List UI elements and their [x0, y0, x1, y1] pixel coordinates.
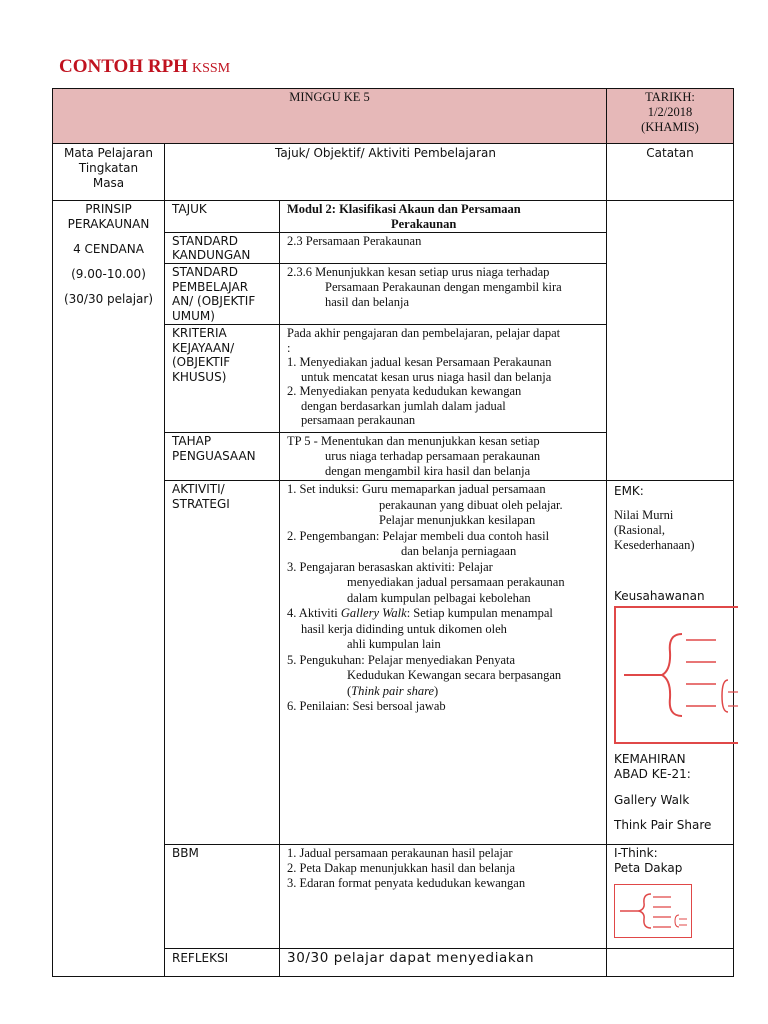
aktiviti-item: 1. Set induksi: Guru memaparkan jadual persamaan [287, 482, 546, 496]
aktiviti-item-part: ( [347, 683, 352, 698]
sk-text: 2.3 Persamaan Perakaunan [287, 234, 422, 248]
tarikh-cell [607, 90, 733, 135]
student-count: (30/30 pelajar) [63, 292, 154, 306]
think-pair-label: Think Pair Share [614, 818, 712, 832]
kk-intro: Pada akhir pengajaran dan pembelajaran, pelajar dapat [287, 326, 561, 340]
tajuk-label [172, 202, 207, 217]
sp-label [172, 265, 255, 323]
nilai-line: (Rasional, [614, 523, 666, 537]
aktiviti-item: 6. Penilaian: Sesi bersoal jawab [287, 699, 446, 713]
sk-label [172, 234, 250, 262]
aktiviti-item: Kedudukan Kewangan secara berpasangan [347, 668, 562, 682]
colhead-right-label: Catatan [646, 146, 694, 160]
tp-line: urus niaga terhadap persamaan perakaunan [325, 449, 541, 463]
table-border [164, 263, 606, 264]
sk-label-line: STANDARD [172, 234, 239, 248]
bbm-label [172, 846, 199, 861]
bbm-label-text: BBM [172, 846, 199, 860]
table-border [164, 480, 734, 481]
aktiviti-item-emphasis: Gallery Walk [340, 606, 407, 620]
kk-item: 1. Menyediakan jadual kesan Persamaan Perakaunan [287, 355, 552, 369]
peta-dakap-diagram [614, 606, 738, 744]
refleksi-label-text: REFLEKSI [172, 951, 229, 965]
kk-item: dengan berdasarkan jumlah dalam jadual [301, 398, 506, 413]
sk-label-line: KANDUNGAN [172, 248, 251, 262]
kk-label-line: KHUSUS) [172, 369, 227, 384]
colhead-left-line: Mata Pelajaran [63, 146, 154, 160]
table-border [733, 88, 734, 977]
keusahawanan-label: Keusahawanan [614, 589, 705, 603]
aktiviti-item-emphasis: Think pair share [351, 683, 435, 698]
keusahawanan-note [614, 589, 705, 604]
ithink-label: I-Think: [614, 846, 658, 860]
kk-intro: : [287, 340, 291, 355]
minggu-label: MINGGU KE 5 [289, 90, 370, 104]
brace-map-small-icon [615, 885, 691, 937]
aktiviti-item: 3. Pengajaran berasaskan aktiviti: Pelajar [287, 559, 493, 574]
aktiviti-item: 2. Pengembangan: Pelajar membeli dua contoh hasil [287, 528, 550, 543]
kk-item: persamaan perakaunan [301, 413, 416, 427]
kk-item: untuk mencatat kesan urus niaga hasil dan belanja [301, 369, 552, 384]
tarikh-label: TARIKH: [645, 90, 695, 104]
tp-content [287, 434, 605, 479]
sk-content [287, 234, 603, 249]
bbm-item: 2. Peta Dakap menunjukkan hasil dan belanja [287, 861, 516, 875]
colhead-middle [165, 146, 606, 161]
sp-label-line: AN/ (OBJEKTIF [172, 294, 256, 308]
minggu-header [53, 90, 606, 105]
colhead-left [53, 146, 164, 191]
abad-line: ABAD KE-21: [614, 767, 691, 781]
colhead-right [607, 146, 733, 161]
table-border [164, 324, 606, 325]
sp-content [287, 265, 605, 310]
table-border [52, 88, 734, 89]
sp-label-line: STANDARD [172, 265, 239, 279]
aktiviti-content [287, 482, 605, 715]
sp-label-line: PEMBELAJAR [172, 279, 249, 294]
sp-line: 2.3.6 Menunjukkan kesan setiap urus niaga terhadap [287, 265, 550, 279]
sp-line: hasil dan belanja [325, 295, 409, 309]
table-border [52, 143, 734, 144]
kk-label-line: (OBJEKTIF [172, 355, 231, 369]
brace-map-icon [616, 608, 738, 742]
tajuk-content [287, 202, 603, 232]
peta-dakap-label: Peta Dakap [614, 861, 683, 875]
bbm-notes [614, 846, 732, 876]
refleksi-text: 30/30 pelajar dapat menyediakan [287, 950, 535, 966]
nilai-line: Nilai Murni [614, 508, 674, 522]
refleksi-label [172, 951, 228, 966]
aktiviti-item: ahli kumpulan lain [347, 637, 441, 651]
nilai-line: Kesederhanaan) [614, 538, 695, 552]
page-title [59, 56, 230, 78]
aktiviti-label [172, 482, 230, 512]
subject-line: PRINSIP [85, 202, 132, 216]
table-border [606, 88, 607, 977]
bbm-item: 3. Edaran format penyata kedudukan kewangan [287, 876, 526, 890]
colhead-middle-label: Tajuk/ Objektif/ Aktiviti Pembelajaran [275, 146, 496, 160]
table-border [164, 232, 606, 233]
aktiviti-item [287, 684, 605, 700]
aktiviti-item: Pelajar menunjukkan kesilapan [379, 513, 536, 527]
aktiviti-item: menyediakan jadual persamaan perakaunan [347, 575, 565, 589]
refleksi-content [287, 951, 605, 966]
aktiviti-item: dan belanja perniagaan [401, 544, 517, 558]
sp-label-line: UMUM) [172, 308, 215, 323]
gallery-walk-label: Gallery Walk [614, 793, 690, 807]
gallery-walk-note [614, 793, 689, 808]
tajuk-label-text: TAJUK [172, 202, 207, 216]
table-border [164, 143, 165, 977]
tp-label-line: TAHAP [172, 434, 212, 448]
tp-label-line: PENGUASAAN [172, 449, 256, 463]
title-sub: KSSM [191, 61, 231, 76]
aktiviti-item-part: 4. Aktiviti [287, 606, 341, 620]
bbm-item: 1. Jadual persamaan perakaunan hasil pelajar [287, 846, 513, 860]
table-border [279, 200, 280, 977]
think-pair-note [614, 818, 711, 833]
table-border [164, 844, 734, 845]
kk-label [172, 326, 234, 384]
aktiviti-item [287, 606, 605, 622]
aktiviti-item-part: : Setiap kumpulan menampal [406, 606, 553, 620]
peta-dakap-small-diagram [614, 884, 692, 938]
emk-notes [614, 484, 732, 499]
subject-line: PERAKAUNAN [67, 217, 150, 231]
aktiviti-label-line: STRATEGI [172, 497, 230, 511]
tarikh-day: (KHAMIS) [641, 120, 699, 134]
tp-line: TP 5 - Menentukan dan menunjukkan kesan setiap [287, 434, 540, 448]
class-time: (9.00-10.00) [71, 267, 146, 281]
kk-item: 2. Menyediakan penyata kedudukan kewangan [287, 384, 522, 398]
aktiviti-item: 5. Pengukuhan: Pelajar menyediakan Penyata [287, 652, 516, 667]
colhead-left-line: Tingkatan [78, 161, 139, 175]
tp-label [172, 434, 256, 464]
table-border [164, 948, 734, 949]
bbm-content [287, 846, 605, 891]
table-border [52, 976, 734, 977]
left-info [53, 202, 164, 307]
title-main: CONTOH RPH [59, 56, 188, 77]
aktiviti-item-part: ) [434, 683, 439, 698]
colhead-left-line: Masa [92, 176, 125, 190]
emk-label: EMK: [614, 484, 644, 498]
aktiviti-item: hasil kerja didinding untuk dikomen oleh [301, 621, 507, 636]
abad-line: KEMAHIRAN [614, 752, 686, 766]
tp-line: dengan mengambil kira hasil dan belanja [325, 464, 531, 478]
nilai-notes [614, 508, 732, 553]
aktiviti-label-line: AKTIVITI/ [172, 482, 225, 496]
kk-label-line: KRITERIA [172, 326, 227, 340]
class-name: 4 CENDANA [73, 242, 144, 256]
kk-label-line: KEJAYAAN/ [172, 340, 235, 355]
kk-content [287, 326, 605, 428]
tajuk-line: Modul 2: Klasifikasi Akaun dan Persamaan [287, 202, 521, 216]
aktiviti-item: dalam kumpulan pelbagai kebolehan [347, 590, 531, 605]
abad-21-notes [614, 752, 732, 782]
table-border [164, 432, 606, 433]
tajuk-line: Perakaunan [391, 217, 457, 231]
tarikh-date: 1/2/2018 [647, 105, 693, 119]
table-border [52, 200, 734, 201]
sp-line: Persamaan Perakaunan dengan mengambil kira [325, 280, 562, 294]
aktiviti-item: perakaunan yang dibuat oleh pelajar. [379, 497, 563, 512]
